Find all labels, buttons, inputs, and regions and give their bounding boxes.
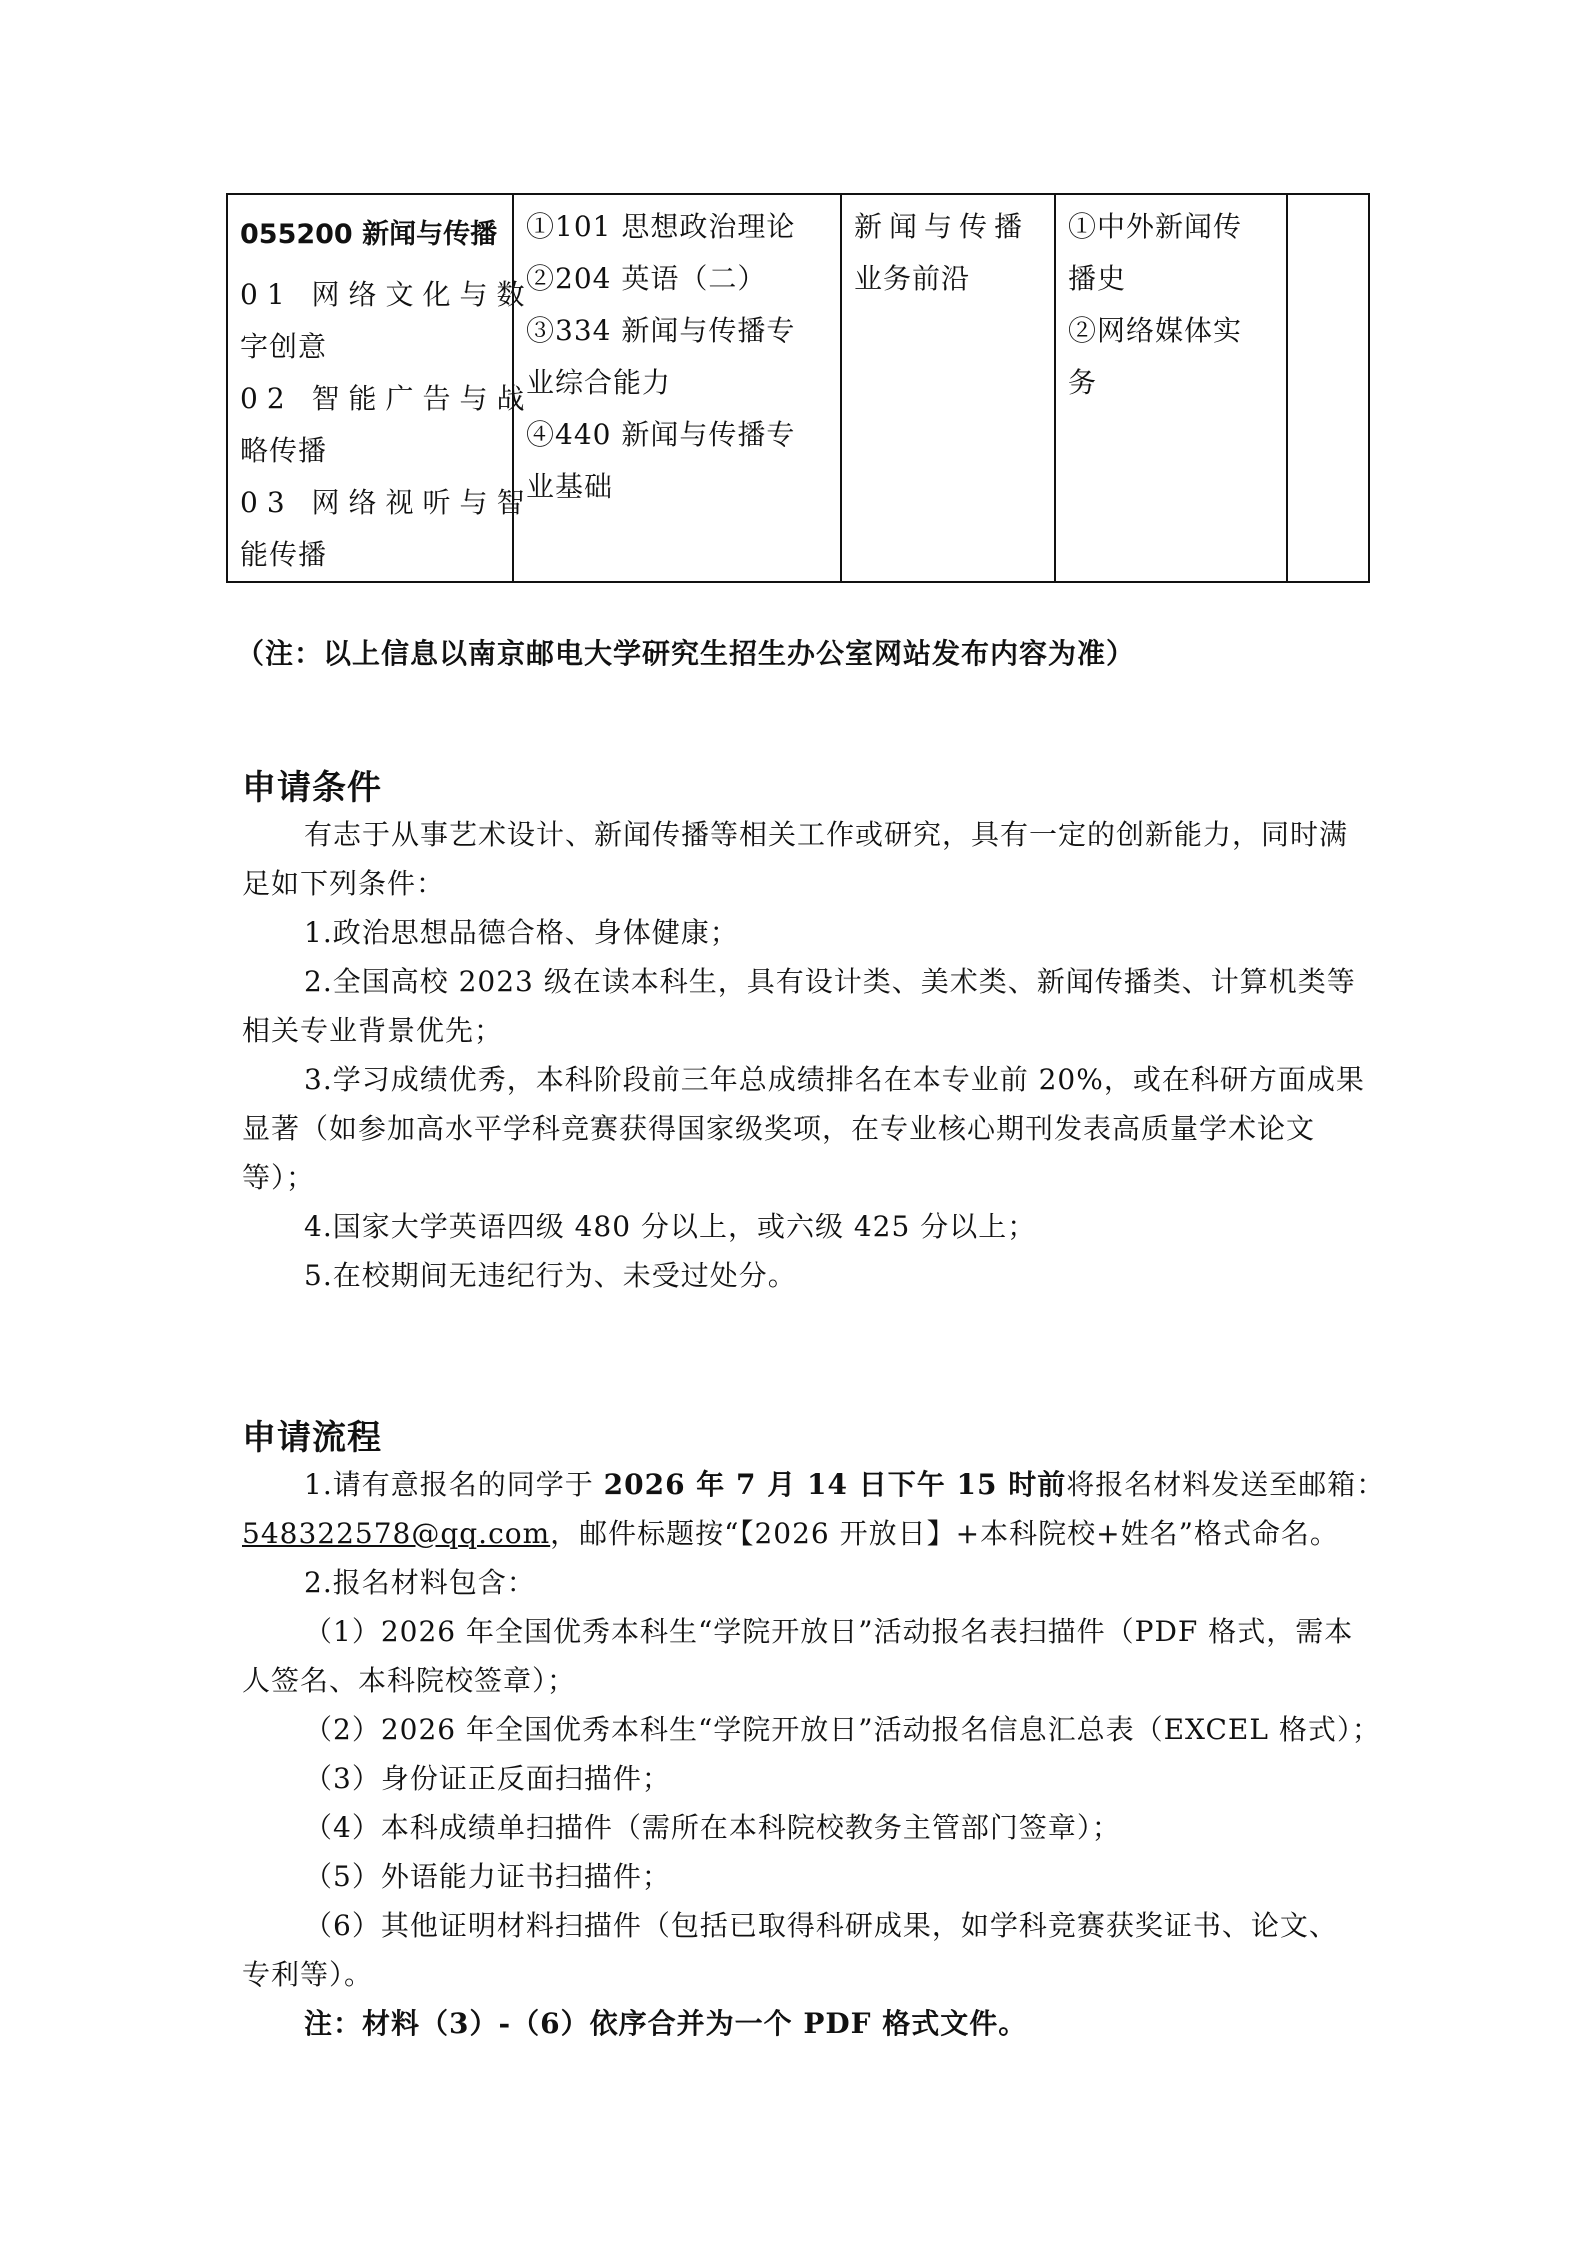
condition-5: 5.在校期间无违纪行为、未受过处分。 [304, 1259, 797, 1292]
conditions-intro-line-2: 足如下列条件： [242, 867, 446, 900]
exam-subject-4-line-1: ④440 新闻与传播专 [526, 418, 796, 451]
process-step-1-line-2 [242, 1509, 1362, 1558]
material-4: （4）本科成绩单扫描件（需所在本科院校教务主管部门签章）； [304, 1811, 1121, 1844]
condition-3-line-3: 等）； [242, 1161, 316, 1194]
material-3: （3）身份证正反面扫描件； [304, 1762, 671, 1795]
exam-subject-2: ②204 英语（二） [526, 262, 767, 295]
conditions-heading: 申请条件 [242, 768, 382, 808]
exam-subjects-cell [513, 194, 841, 582]
major-title: 055200 新闻与传播 [240, 219, 498, 250]
extra-subject-1-line-1: ①中外新闻传 [1068, 210, 1243, 243]
program-table [226, 193, 1370, 583]
direction-3-line-1: 03 网络视听与智 [240, 486, 534, 519]
material-2: （2）2026 年全国优秀本科生“学院开放日”活动报名信息汇总表（EXCEL 格式）； [304, 1713, 1381, 1746]
exam-subject-3-line-2: 业综合能力 [526, 366, 672, 399]
source-note: （注：以上信息以南京邮电大学研究生招生办公室网站发布内容为准） [236, 637, 1136, 670]
table-row [227, 194, 1369, 582]
retest-subject-line-1: 新闻与传播 [854, 210, 1030, 243]
material-6-line-2: 专利等）。 [242, 1958, 374, 1991]
condition-2-line-2: 相关专业背景优先； [242, 1014, 504, 1047]
major-cell [227, 194, 534, 582]
process-step-1-line-1 [242, 1460, 1386, 1509]
extra-subject-2-line-1: ②网络媒体实 [1068, 314, 1243, 347]
conditions-intro-line-1: 有志于从事艺术设计、新闻传播等相关工作或研究，具有一定的创新能力，同时满 [304, 818, 1349, 851]
direction-2-line-2: 略传播 [240, 434, 328, 467]
process-step-2: 2.报名材料包含： [304, 1566, 536, 1599]
direction-1-line-2: 字创意 [240, 330, 328, 363]
retest-subject-cell [841, 194, 1055, 582]
retest-subject-line-2: 业务前沿 [854, 262, 971, 295]
material-5: （5）外语能力证书扫描件； [304, 1860, 671, 1893]
deadline-text: 2026 年 7 月 14 日下午 15 时前 [603, 1468, 1067, 1501]
extra-subjects-cell [1055, 194, 1287, 582]
exam-subject-3-line-1: ③334 新闻与传播专 [526, 314, 796, 347]
exam-subject-4-line-2: 业基础 [526, 470, 614, 503]
extra-subject-1-line-2: 播史 [1068, 262, 1127, 295]
material-1-line-1: （1）2026 年全国优秀本科生“学院开放日”活动报名表扫描件（PDF 格式，需本 [304, 1615, 1354, 1648]
condition-3-line-2: 显著（如参加高水平学科竞赛获得国家级奖项，在专业核心期刊发表高质量学术论文 [242, 1112, 1316, 1145]
direction-1-line-1: 01 网络文化与数 [240, 278, 534, 311]
process-body [242, 1460, 1386, 2048]
condition-4: 4.国家大学英语四级 480 分以上，或六级 425 分以上； [304, 1210, 1037, 1243]
conditions-body [242, 810, 1365, 1300]
materials-merge-note: 注：材料（3）-（6）依序合并为一个 PDF 格式文件。 [304, 2007, 1028, 2040]
material-6-line-1: （6）其他证明材料扫描件（包括已取得科研成果，如学科竞赛获奖证书、论文、 [304, 1909, 1338, 1942]
condition-3-line-1: 3.学习成绩优秀，本科阶段前三年总成绩排名在本专业前 20%，或在科研方面成果 [304, 1063, 1365, 1096]
material-1-line-2: 人签名、本科院校签章）； [242, 1664, 577, 1697]
email-link[interactable]: 548322578@qq.com [242, 1517, 551, 1550]
process-step-1-suffix: 将报名材料发送至邮箱： [1066, 1468, 1386, 1501]
remarks-cell [1287, 194, 1369, 582]
direction-3-line-2: 能传播 [240, 538, 328, 571]
process-heading: 申请流程 [242, 1418, 382, 1458]
extra-subject-2-line-2: 务 [1068, 366, 1098, 399]
email-subject-format: ，邮件标题按“【2026 开放日】+本科院校+姓名”格式命名。 [550, 1517, 1339, 1550]
exam-subject-1: ①101 思想政治理论 [526, 210, 796, 243]
process-step-1-prefix: 1.请有意报名的同学于 [304, 1468, 604, 1501]
condition-2-line-1: 2.全国高校 2023 级在读本科生，具有设计类、美术类、新闻传播类、计算机类等 [304, 965, 1356, 998]
direction-2-line-1: 02 智能广告与战 [240, 382, 534, 415]
condition-1: 1.政治思想品德合格、身体健康； [304, 916, 739, 949]
